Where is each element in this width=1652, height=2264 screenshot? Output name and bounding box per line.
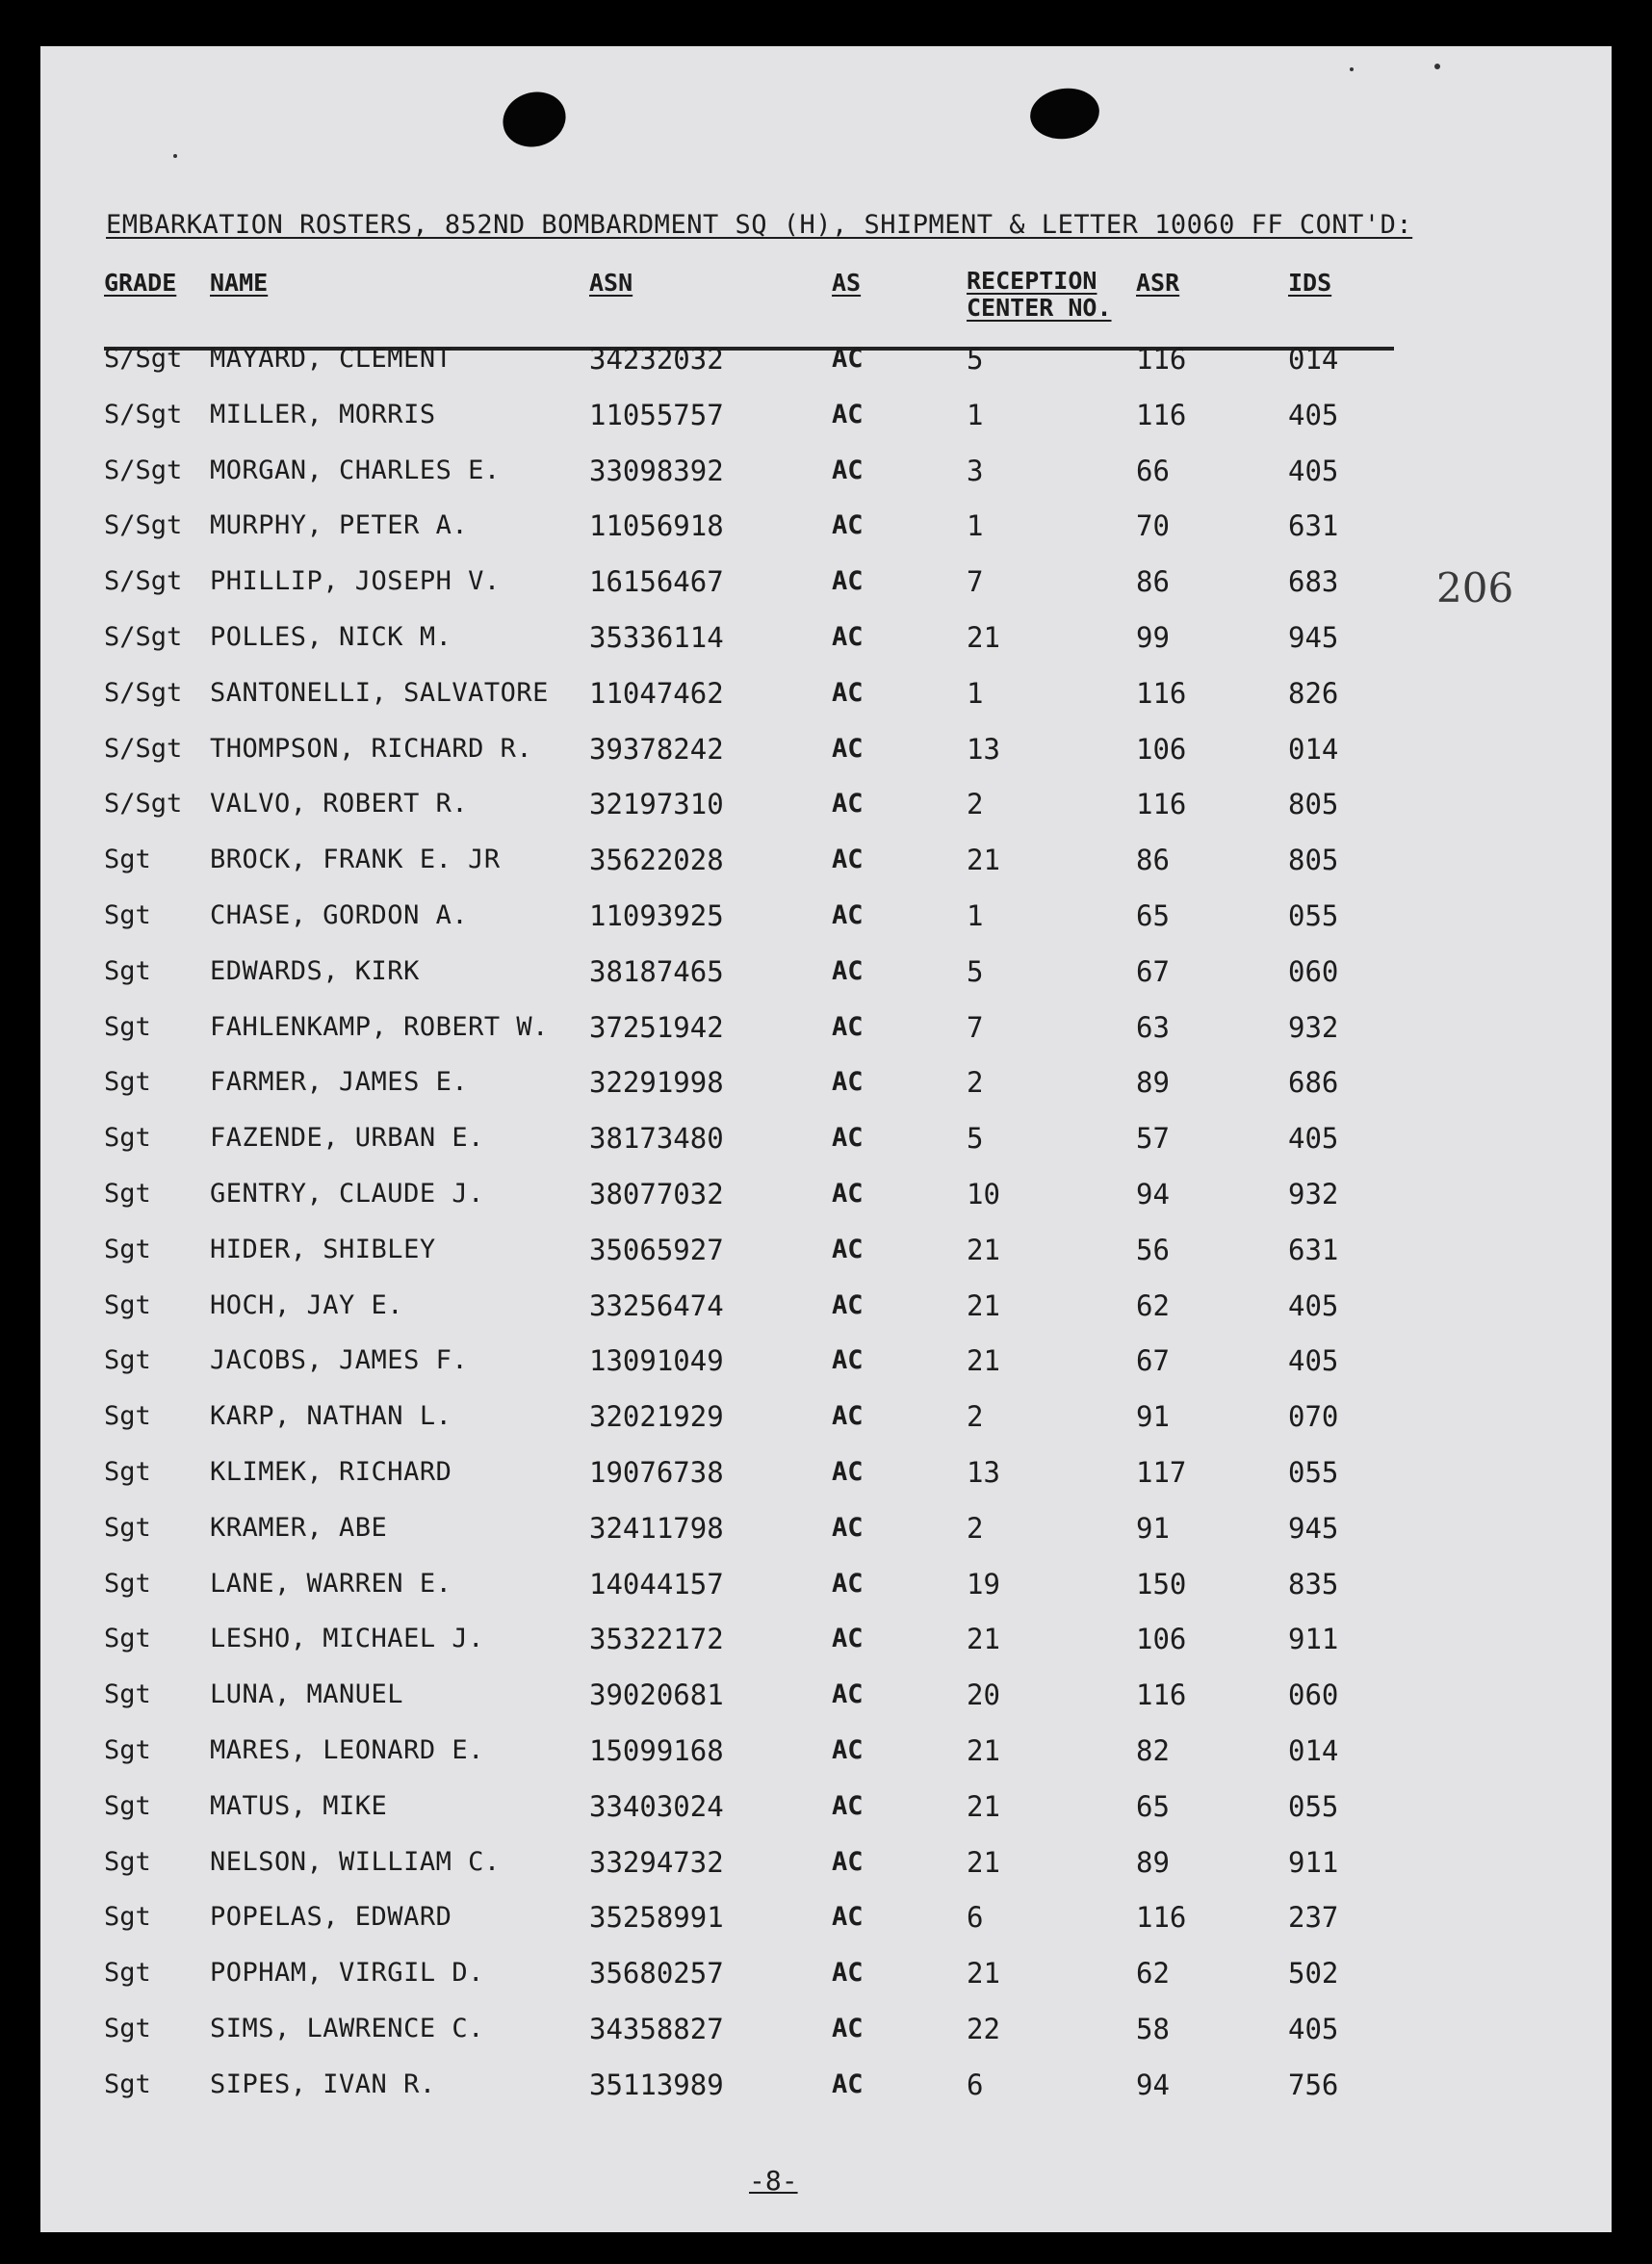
cell-as: AC [832,845,864,875]
cell-rc: 6 [967,1901,984,1935]
cell-asr: 116 [1136,1901,1187,1935]
table-row [40,1119,1612,1158]
cell-ids: 055 [1288,1789,1339,1823]
cell-rc: 1 [967,899,984,932]
cell-asr: 66 [1136,454,1170,487]
cell-asn: 11093925 [589,899,724,932]
table-row [40,1341,1612,1380]
table-row [40,1509,1612,1548]
table-row [40,1620,1612,1658]
cell-asn: 38187465 [589,954,724,988]
cell-rc: 21 [967,844,1000,877]
cell-grade: Sgt [104,955,151,986]
cell-as: AC [832,622,864,652]
cell-asr: 106 [1136,1623,1187,1656]
cell-as: AC [832,1123,864,1154]
cell-name: MILLER, MORRIS [210,399,436,429]
cell-grade: S/Sgt [104,566,183,597]
cell-grade: S/Sgt [104,677,183,708]
header-center-no: CENTER NO. [967,294,1112,322]
cell-as: AC [832,1790,864,1821]
cell-asn: 38077032 [589,1178,724,1210]
cell-name: KRAMER, ABE [210,1512,388,1543]
cell-asn: 35065927 [589,1233,724,1266]
cell-ids: 826 [1288,676,1339,710]
table-row [40,1287,1612,1325]
cell-ids: 756 [1288,2068,1339,2101]
cell-name: JACOBS, JAMES F. [210,1345,469,1376]
table-row [40,1565,1612,1603]
cell-grade: Sgt [104,1846,151,1877]
cell-name: SANTONELLI, SALVATORE [210,677,549,708]
cell-as: AC [832,733,864,764]
roster-title: EMBARKATION ROSTERS, 852ND BOMBARDMENT SQ (H), SHIPMENT & LETTER 10060 FF CONT'D: [106,210,1413,240]
cell-asr: 116 [1136,398,1187,431]
cell-as: AC [832,789,864,820]
cell-asr: 65 [1136,899,1170,932]
header-asr: ASR [1136,269,1180,297]
cell-rc: 21 [967,1623,1000,1656]
cell-grade: Sgt [104,1123,151,1154]
cell-rc: 21 [967,1288,1000,1322]
cell-grade: Sgt [104,2014,151,2043]
punch-hole-left [496,84,573,155]
cell-asr: 57 [1136,1122,1170,1156]
cell-asr: 67 [1136,954,1170,988]
cell-ids: 237 [1288,1901,1339,1935]
cell-name: MATUS, MIKE [210,1790,388,1821]
cell-rc: 10 [967,1178,1000,1210]
cell-rc: 5 [967,954,984,988]
cell-asr: 65 [1136,1789,1170,1823]
cell-asn: 33098392 [589,454,724,487]
table-row [40,562,1612,601]
cell-ids: 055 [1288,899,1339,932]
header-reception: RECEPTION [967,267,1097,295]
cell-asr: 62 [1136,1957,1170,1991]
cell-as: AC [832,1179,864,1209]
table-row [40,1397,1612,1436]
cell-ids: 014 [1288,1734,1339,1767]
cell-asr: 89 [1136,1066,1170,1100]
cell-ids: 060 [1288,1678,1339,1712]
cell-as: AC [832,344,864,374]
cell-rc: 21 [967,1789,1000,1823]
cell-as: AC [832,2069,864,2099]
cell-name: GENTRY, CLAUDE J. [210,1179,484,1209]
cell-as: AC [832,2014,864,2043]
cell-as: AC [832,1846,864,1877]
cell-asr: 116 [1136,788,1187,821]
cell-rc: 13 [967,732,1000,766]
table-row [40,1231,1612,1269]
cell-asr: 99 [1136,621,1170,654]
cell-as: AC [832,1234,864,1264]
cell-as: AC [832,1345,864,1376]
cell-as: AC [832,1457,864,1487]
cell-grade: Sgt [104,1679,151,1710]
cell-rc: 7 [967,565,984,599]
cell-asr: 117 [1136,1456,1187,1489]
cell-rc: 7 [967,1010,984,1044]
cell-name: BROCK, FRANK E. JR [210,845,501,875]
cell-ids: 911 [1288,1845,1339,1879]
cell-name: LESHO, MICHAEL J. [210,1624,484,1654]
cell-asr: 56 [1136,1233,1170,1266]
cell-ids: 835 [1288,1567,1339,1600]
cell-asn: 11055757 [589,398,724,431]
cell-ids: 405 [1288,1344,1339,1378]
cell-grade: Sgt [104,1067,151,1098]
cell-as: AC [832,1011,864,1042]
cell-asr: 116 [1136,1678,1187,1712]
cell-asn: 13091049 [589,1344,724,1378]
cell-asn: 37251942 [589,1010,724,1044]
cell-asn: 32291998 [589,1066,724,1100]
table-row [40,841,1612,879]
cell-grade: Sgt [104,1902,151,1933]
cell-rc: 5 [967,343,984,376]
cell-name: KARP, NATHAN L. [210,1401,452,1432]
table-row [40,1175,1612,1213]
cell-asn: 11056918 [589,509,724,543]
cell-asr: 67 [1136,1344,1170,1378]
cell-asn: 39020681 [589,1678,724,1712]
cell-rc: 6 [967,2068,984,2101]
table-row [40,897,1612,935]
table-row [40,1787,1612,1826]
cell-name: POPHAM, VIRGIL D. [210,1958,484,1989]
cell-ids: 805 [1288,788,1339,821]
cell-asn: 32021929 [589,1400,724,1434]
cell-grade: Sgt [104,1958,151,1989]
cell-as: AC [832,455,864,485]
cell-asn: 33256474 [589,1288,724,1322]
cell-rc: 21 [967,1344,1000,1378]
table-row [40,1898,1612,1937]
cell-ids: 014 [1288,343,1339,376]
cell-grade: S/Sgt [104,733,183,764]
header-as: AS [832,269,862,297]
cell-name: MORGAN, CHARLES E. [210,455,501,485]
cell-asn: 35622028 [589,844,724,877]
cell-as: AC [832,1735,864,1765]
cell-asn: 15099168 [589,1734,724,1767]
cell-grade: S/Sgt [104,399,183,429]
cell-as: AC [832,1067,864,1098]
cell-rc: 1 [967,398,984,431]
cell-as: AC [832,1401,864,1432]
cell-as: AC [832,1958,864,1989]
cell-asn: 34232032 [589,343,724,376]
cell-grade: S/Sgt [104,455,183,485]
cell-name: LUNA, MANUEL [210,1679,404,1710]
cell-name: PHILLIP, JOSEPH V. [210,566,501,597]
cell-asr: 58 [1136,2013,1170,2045]
cell-rc: 13 [967,1456,1000,1489]
cell-asn: 33294732 [589,1845,724,1879]
cell-asr: 62 [1136,1288,1170,1322]
cell-rc: 21 [967,1233,1000,1266]
cell-ids: 686 [1288,1066,1339,1100]
cell-asr: 94 [1136,1178,1170,1210]
cell-grade: Sgt [104,1568,151,1599]
cell-rc: 1 [967,676,984,710]
cell-asr: 89 [1136,1845,1170,1879]
cell-as: AC [832,566,864,597]
header-name: NAME [210,269,269,297]
cell-as: AC [832,399,864,429]
cell-ids: 911 [1288,1623,1339,1656]
cell-asr: 106 [1136,732,1187,766]
cell-rc: 3 [967,454,984,487]
cell-grade: Sgt [104,1011,151,1042]
cell-asn: 35113989 [589,2068,724,2101]
cell-asr: 116 [1136,676,1187,710]
cell-ids: 060 [1288,954,1339,988]
cell-name: SIPES, IVAN R. [210,2069,436,2099]
cell-as: AC [832,510,864,541]
cell-grade: Sgt [104,900,151,930]
cell-grade: Sgt [104,2069,151,2099]
cell-grade: Sgt [104,1401,151,1432]
cell-ids: 405 [1288,398,1339,431]
table-row [40,396,1612,434]
cell-asn: 35258991 [589,1901,724,1935]
cell-as: AC [832,1568,864,1599]
cell-rc: 21 [967,1845,1000,1879]
cell-rc: 21 [967,1734,1000,1767]
table-row [40,618,1612,657]
cell-rc: 2 [967,1066,984,1100]
cell-name: POLLES, NICK M. [210,622,452,652]
cell-ids: 055 [1288,1456,1339,1489]
header-ids: IDS [1288,269,1332,297]
table-row [40,1063,1612,1102]
cell-grade: S/Sgt [104,789,183,820]
table-row [40,1453,1612,1492]
cell-rc: 19 [967,1567,1000,1600]
cell-asn: 35322172 [589,1623,724,1656]
cell-asn: 19076738 [589,1456,724,1489]
cell-asr: 150 [1136,1567,1187,1600]
cell-grade: Sgt [104,1345,151,1376]
cell-asn: 35336114 [589,621,724,654]
cell-as: AC [832,1902,864,1933]
speck-mark [1350,67,1354,71]
table-row [40,1731,1612,1770]
table-row [40,452,1612,490]
table-row [40,1954,1612,1992]
cell-grade: S/Sgt [104,622,183,652]
cell-asn: 11047462 [589,676,724,710]
table-row [40,952,1612,991]
cell-ids: 683 [1288,565,1339,599]
cell-asr: 94 [1136,2068,1170,2101]
cell-asn: 16156467 [589,565,724,599]
cell-as: AC [832,1624,864,1654]
table-row [40,730,1612,768]
cell-name: MURPHY, PETER A. [210,510,469,541]
table-row [40,674,1612,713]
cell-ids: 405 [1288,1122,1339,1156]
cell-grade: Sgt [104,1179,151,1209]
punch-hole-right [1027,84,1103,143]
cell-grade: S/Sgt [104,344,183,374]
cell-asr: 70 [1136,509,1170,543]
cell-asr: 82 [1136,1734,1170,1767]
table-row [40,2010,1612,2048]
cell-asn: 33403024 [589,1789,724,1823]
cell-name: NELSON, WILLIAM C. [210,1846,501,1877]
cell-ids: 945 [1288,1511,1339,1545]
cell-name: CHASE, GORDON A. [210,900,469,930]
cell-asr: 86 [1136,565,1170,599]
cell-asn: 32197310 [589,788,724,821]
cell-grade: S/Sgt [104,510,183,541]
header-asn: ASN [589,269,633,297]
cell-ids: 405 [1288,1288,1339,1322]
speck-mark [1434,64,1440,69]
page-footer: -8- [749,2165,798,2197]
cell-as: AC [832,1289,864,1320]
cell-asr: 91 [1136,1511,1170,1545]
cell-name: FAZENDE, URBAN E. [210,1123,484,1154]
cell-name: EDWARDS, KIRK [210,955,420,986]
cell-ids: 631 [1288,1233,1339,1266]
table-row [40,1843,1612,1882]
cell-grade: Sgt [104,1289,151,1320]
cell-name: MARES, LEONARD E. [210,1735,484,1765]
cell-asn: 32411798 [589,1511,724,1545]
cell-rc: 5 [967,1122,984,1156]
cell-grade: Sgt [104,1512,151,1543]
cell-asr: 91 [1136,1400,1170,1434]
cell-rc: 2 [967,788,984,821]
cell-ids: 932 [1288,1178,1339,1210]
cell-rc: 20 [967,1678,1000,1712]
cell-ids: 014 [1288,732,1339,766]
cell-as: AC [832,677,864,708]
cell-rc: 2 [967,1400,984,1434]
cell-as: AC [832,1679,864,1710]
cell-name: LANE, WARREN E. [210,1568,452,1599]
cell-ids: 405 [1288,454,1339,487]
cell-name: MAYARD, CLEMENT [210,344,452,374]
cell-asr: 116 [1136,343,1187,376]
cell-name: FAHLENKAMP, ROBERT W. [210,1011,549,1042]
header-grade: GRADE [104,269,177,297]
cell-asr: 63 [1136,1010,1170,1044]
cell-grade: Sgt [104,1624,151,1654]
cell-name: THOMPSON, RICHARD R. [210,733,533,764]
table-row [40,1008,1612,1047]
cell-grade: Sgt [104,1790,151,1821]
cell-asn: 14044157 [589,1567,724,1600]
cell-ids: 945 [1288,621,1339,654]
cell-name: FARMER, JAMES E. [210,1067,469,1098]
table-row [40,340,1612,378]
cell-grade: Sgt [104,845,151,875]
cell-name: KLIMEK, RICHARD [210,1457,452,1487]
cell-ids: 405 [1288,2013,1339,2045]
cell-name: HOCH, JAY E. [210,1289,404,1320]
cell-name: VALVO, ROBERT R. [210,789,469,820]
cell-rc: 22 [967,2013,1000,2045]
page-side-number: 206 [1436,564,1514,612]
cell-grade: Sgt [104,1234,151,1264]
cell-asr: 86 [1136,844,1170,877]
cell-as: AC [832,900,864,930]
cell-name: SIMS, LAWRENCE C. [210,2014,484,2043]
cell-rc: 21 [967,621,1000,654]
cell-asn: 35680257 [589,1957,724,1991]
cell-rc: 21 [967,1957,1000,1991]
cell-name: HIDER, SHIBLEY [210,1234,436,1264]
cell-grade: Sgt [104,1735,151,1765]
document-page [40,46,1612,2232]
table-row [40,785,1612,823]
cell-ids: 070 [1288,1400,1339,1434]
cell-ids: 502 [1288,1957,1339,1991]
table-row [40,2066,1612,2104]
cell-rc: 1 [967,509,984,543]
cell-grade: Sgt [104,1457,151,1487]
cell-rc: 2 [967,1511,984,1545]
cell-ids: 631 [1288,509,1339,543]
cell-ids: 805 [1288,844,1339,877]
cell-ids: 932 [1288,1010,1339,1044]
cell-asn: 38173480 [589,1122,724,1156]
cell-asn: 34358827 [589,2013,724,2045]
cell-name: POPELAS, EDWARD [210,1902,452,1933]
cell-asn: 39378242 [589,732,724,766]
speck-mark [173,154,177,158]
cell-as: AC [832,1512,864,1543]
table-row [40,1676,1612,1714]
table-row [40,507,1612,545]
cell-as: AC [832,955,864,986]
